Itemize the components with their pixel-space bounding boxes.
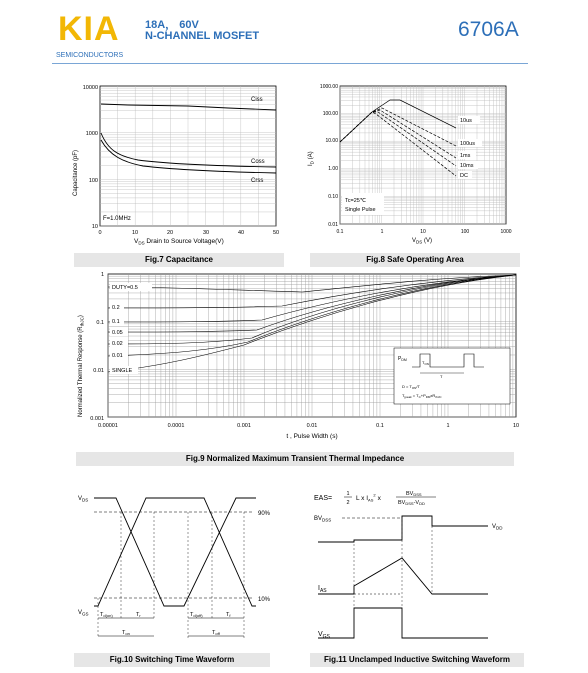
fig9-xtick: 0.001 bbox=[237, 423, 251, 429]
fig10-tdon-label: Td(on) bbox=[100, 612, 113, 618]
fig9-xtick: 0.01 bbox=[306, 423, 318, 429]
fig7-xtick: 10 bbox=[131, 230, 139, 236]
fig9-ytick: 1 bbox=[100, 272, 104, 278]
fig7-xtick: 0 bbox=[98, 230, 102, 236]
fig11-gate-wave bbox=[318, 608, 488, 638]
fig11-bv-den: BVDSS-VDD bbox=[398, 500, 425, 506]
fig9-xlabel: t , Pulse Width (s) bbox=[286, 433, 338, 440]
fig9-inset-pdm: $P_{DM}$ bbox=[398, 356, 407, 362]
fig8-xtick: 1 bbox=[380, 229, 384, 235]
fig9-xtick: 0.00001 bbox=[98, 423, 118, 429]
fig9-duty-label: 0.02 bbox=[112, 341, 123, 347]
fig8-xtick: 10 bbox=[420, 229, 426, 235]
fig11-vdd-label: $V_{DD}$ bbox=[492, 524, 503, 531]
fig7-xtick: 40 bbox=[237, 230, 245, 236]
fig9-duty-label: 0.1 bbox=[112, 319, 120, 325]
fig11-bvdss-label: $BV_{DSS}$ bbox=[314, 516, 332, 523]
fig10-tdoff-label: Td(off) bbox=[190, 612, 203, 618]
fig10-tf-label: Tf bbox=[226, 612, 231, 618]
fig8-line-label: 1ms bbox=[460, 153, 471, 159]
fig7-condition: F=1.0MHz bbox=[103, 216, 131, 222]
fig8-xtick: 1000 bbox=[500, 229, 512, 235]
fig7-series-label: Coss bbox=[251, 159, 265, 165]
fig11-bv-num: BVDSS bbox=[406, 491, 422, 497]
fig8-ylabel: $I_D$ (A) bbox=[308, 151, 315, 166]
fig10-toff-label: Toff bbox=[212, 630, 220, 636]
fig9-thermal-chart bbox=[72, 270, 520, 448]
fig8-ytick: 100.00 bbox=[322, 111, 338, 117]
spec-rating: 18A， 60V bbox=[145, 19, 199, 31]
fig8-xlabel: $V_{DS}$ (V) bbox=[412, 238, 432, 245]
fig9-xtick: 10 bbox=[512, 423, 520, 429]
fig7-xtick: 30 bbox=[202, 230, 210, 236]
fig7-xlabel: $V_{DS}$ Drain to Source Voltage(V) bbox=[134, 238, 224, 246]
fig8-ytick: 0.01 bbox=[328, 222, 338, 228]
fig8-line-label: DC bbox=[460, 173, 468, 179]
fig8-xtick: 100 bbox=[460, 229, 470, 235]
fig11-vds-wave bbox=[318, 516, 488, 542]
fig10-vds-label: $V_{DS}$ bbox=[78, 496, 89, 503]
fig11-equation: EAS= bbox=[314, 495, 333, 502]
fig7-capacitance-chart bbox=[68, 78, 288, 250]
fig10-tr-label: Tr bbox=[136, 612, 141, 618]
fig11-uis-diagram bbox=[310, 486, 530, 652]
fig8-ytick: 0.10 bbox=[328, 194, 338, 200]
fig8-xtick: 0.1 bbox=[336, 229, 344, 235]
fig8-soa-chart bbox=[300, 78, 518, 250]
fig8-line-label: 10ms bbox=[460, 163, 474, 169]
company-subtitle: SEMICONDUCTORS bbox=[56, 52, 124, 59]
fig9-caption: Fig.9 Normalized Maximum Transient Thermal Impedance bbox=[76, 452, 514, 466]
fig9-xtick: 0.1 bbox=[376, 423, 384, 429]
fig7-xtick: 50 bbox=[272, 230, 280, 236]
fig9-ylabel: Normalized Thermal Response $(R_{thJC})$ bbox=[78, 315, 85, 417]
fig11-vgs-label: $V_{GS}$ bbox=[318, 631, 330, 640]
fig9-duty-label: 0.2 bbox=[112, 305, 120, 311]
fig10-vgs-label: $V_{GS}$ bbox=[78, 610, 89, 617]
fig8-ytick: 1000.00 bbox=[319, 84, 338, 90]
fig9-inset-diagram bbox=[394, 348, 510, 404]
fig7-caption: Fig.7 Capacitance bbox=[74, 253, 284, 267]
fig8-ytick: 10.00 bbox=[325, 138, 338, 144]
fig9-xtick: 0.0001 bbox=[167, 423, 185, 429]
fig7-ytick: 1000 bbox=[85, 131, 98, 137]
fig10-10-label: 10% bbox=[258, 597, 271, 603]
fig11-current-wave bbox=[318, 558, 488, 594]
fig8-note-pulse: Single Pulse bbox=[345, 207, 376, 213]
fig9-duty-label: 0.01 bbox=[112, 353, 123, 359]
fig11-frac-num: 1 bbox=[346, 491, 350, 497]
fig7-xtick: 20 bbox=[166, 230, 174, 236]
fig8-caption: Fig.8 Safe Operating Area bbox=[310, 253, 520, 267]
header-divider bbox=[52, 63, 528, 64]
fig7-ylabel: Capacitance (pF) bbox=[73, 149, 79, 196]
fig7-series-label: Crss bbox=[251, 178, 264, 184]
fig8-ytick: 1.00 bbox=[328, 166, 338, 172]
fig11-frac-den: 2 bbox=[346, 500, 350, 506]
fig10-vgs-wave bbox=[94, 498, 256, 606]
fig8-line-label: 10us bbox=[460, 118, 472, 124]
fig7-series-label: Ciss bbox=[251, 97, 263, 103]
fig7-ytick: 10000 bbox=[82, 85, 98, 91]
fig7-ytick: 100 bbox=[88, 178, 98, 184]
fig11-eq-mid: L x $I_{AS}^2$ x bbox=[356, 492, 381, 503]
fig8-note-temp: Tc=25℃ bbox=[345, 198, 367, 204]
fig9-inset-ton: $T_{ON}$ bbox=[422, 360, 429, 366]
fig9-duty-label: SINGLE bbox=[112, 368, 133, 374]
fig9-xtick: 1 bbox=[446, 423, 450, 429]
fig7-plot-frame bbox=[100, 86, 276, 226]
fig9-duty-label: DUTY=0.5 bbox=[112, 285, 138, 291]
fig7-ytick: 10 bbox=[91, 224, 98, 230]
fig9-duty-label: 0.05 bbox=[112, 330, 123, 336]
fig11-ias-label: $I_{AS}$ bbox=[318, 585, 327, 594]
fig9-ytick: 0.1 bbox=[96, 320, 104, 326]
device-type: N-CHANNEL MOSFET bbox=[145, 30, 260, 42]
part-number: 6706A bbox=[458, 18, 519, 41]
fig10-vds-wave bbox=[94, 498, 256, 606]
fig9-inset-tj: $T_{jpeak} = T_C+P_{DM}xR_{thJC}$ bbox=[402, 393, 442, 399]
fig10-90-label: 90% bbox=[258, 511, 271, 517]
fig9-inset-duty: $D = T_{ON}/T$ bbox=[402, 384, 420, 390]
fig9-ytick: 0.01 bbox=[93, 368, 104, 374]
fig9-ytick: 0.001 bbox=[90, 416, 104, 422]
company-logo: KIA bbox=[58, 10, 120, 48]
fig8-line-label: 100us bbox=[460, 141, 475, 147]
fig9-inset-t: T bbox=[440, 374, 443, 379]
fig10-switching-diagram bbox=[76, 488, 288, 648]
fig11-caption: Fig.11 Unclamped Inductive Switching Waveform bbox=[310, 653, 524, 667]
fig10-ton-label: Ton bbox=[122, 630, 130, 636]
fig10-caption: Fig.10 Switching Time Waveform bbox=[74, 653, 270, 667]
